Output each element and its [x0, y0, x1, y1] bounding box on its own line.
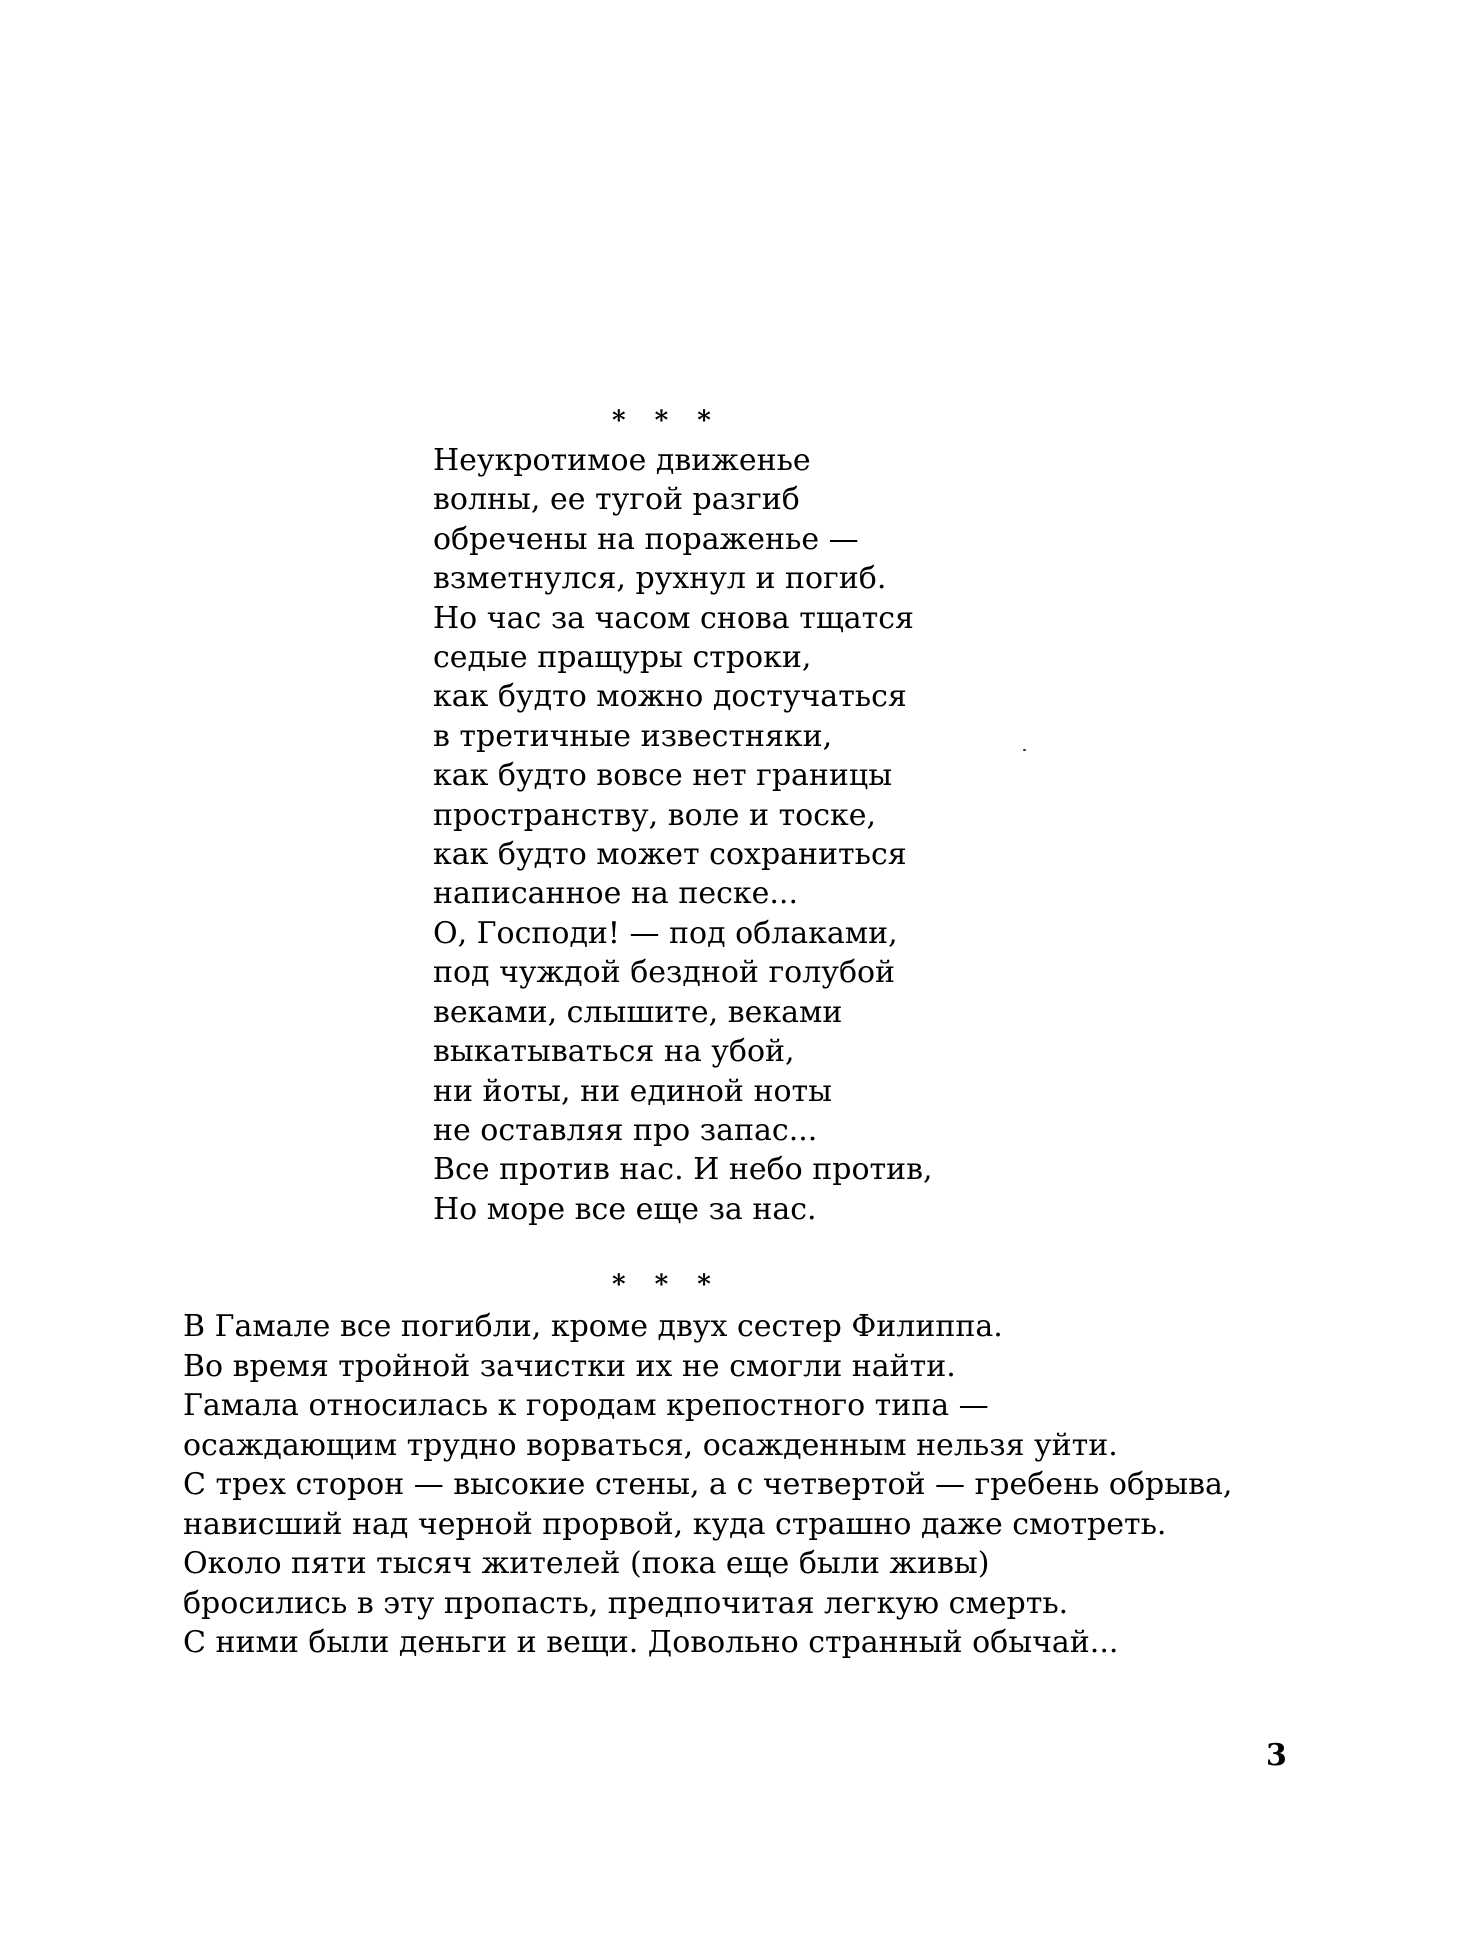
- page-number: 3: [1266, 1738, 1287, 1773]
- poem-line: С трех сторон — высокие стены, а с четвертой — гребень обрыва,: [183, 1467, 1233, 1502]
- section-separator-2: * * *: [612, 1270, 721, 1300]
- poem-line: взметнулся, рухнул и погиб.: [433, 561, 887, 597]
- poem-1: [433, 441, 933, 1229]
- poem-line: С ними были деньги и вещи. Довольно странный обычай...: [183, 1625, 1119, 1660]
- poem-line: Неукротимое движенье: [433, 443, 811, 478]
- poem-line: написанное на песке...: [433, 876, 798, 912]
- poem-line: ни йоты, ни единой ноты: [433, 1073, 832, 1109]
- poem-line: не оставляя про запас...: [433, 1112, 818, 1148]
- poem-line: нависший над черной прорвой, куда страшно даже смотреть.: [183, 1506, 1167, 1542]
- poem-line: веками, слышите, веками: [433, 994, 843, 1030]
- poem-line: бросились в эту пропасть, предпочитая легкую смерть.: [183, 1585, 1069, 1621]
- poem-line: Но море все еще за нас.: [433, 1191, 817, 1227]
- poem-line: Гамала относилась к городам крепостного типа —: [183, 1388, 989, 1423]
- poem-line: О, Господи! — под облаками,: [433, 915, 898, 951]
- poem-line: как будто вовсе нет границы: [433, 758, 893, 794]
- poem-line: как будто может сохраниться: [433, 837, 907, 873]
- poem-line: волны, ее тугой разгиб: [433, 482, 800, 518]
- poem-line: Около пяти тысяч жителей (пока еще были живы): [183, 1546, 990, 1581]
- poem-line: как будто можно достучаться: [433, 679, 907, 715]
- scan-speck: [1023, 749, 1026, 751]
- poem-line: пространству, воле и тоске,: [433, 797, 877, 833]
- poem-line: В Гамале все погибли, кроме двух сестер Филиппа.: [183, 1309, 1003, 1344]
- poem-2: [183, 1307, 1232, 1663]
- poem-line: осаждающим трудно ворваться, осажденным нельзя уйти.: [183, 1427, 1118, 1463]
- poem-line: Но час за часом снова тщатся: [433, 600, 914, 636]
- poem-line: Все против нас. И небо против,: [433, 1152, 933, 1188]
- poem-line: обречены на пораженье —: [433, 521, 859, 557]
- poem-line: седые пращуры строки,: [433, 640, 812, 676]
- poem-line: под чуждой бездной голубой: [433, 955, 896, 991]
- poem-line: Во время тройной зачистки их не смогли найти.: [183, 1348, 956, 1384]
- poem-line: выкатываться на убой,: [433, 1034, 795, 1070]
- poem-line: в третичные известняки,: [433, 718, 833, 754]
- section-separator-1: * * *: [612, 406, 721, 436]
